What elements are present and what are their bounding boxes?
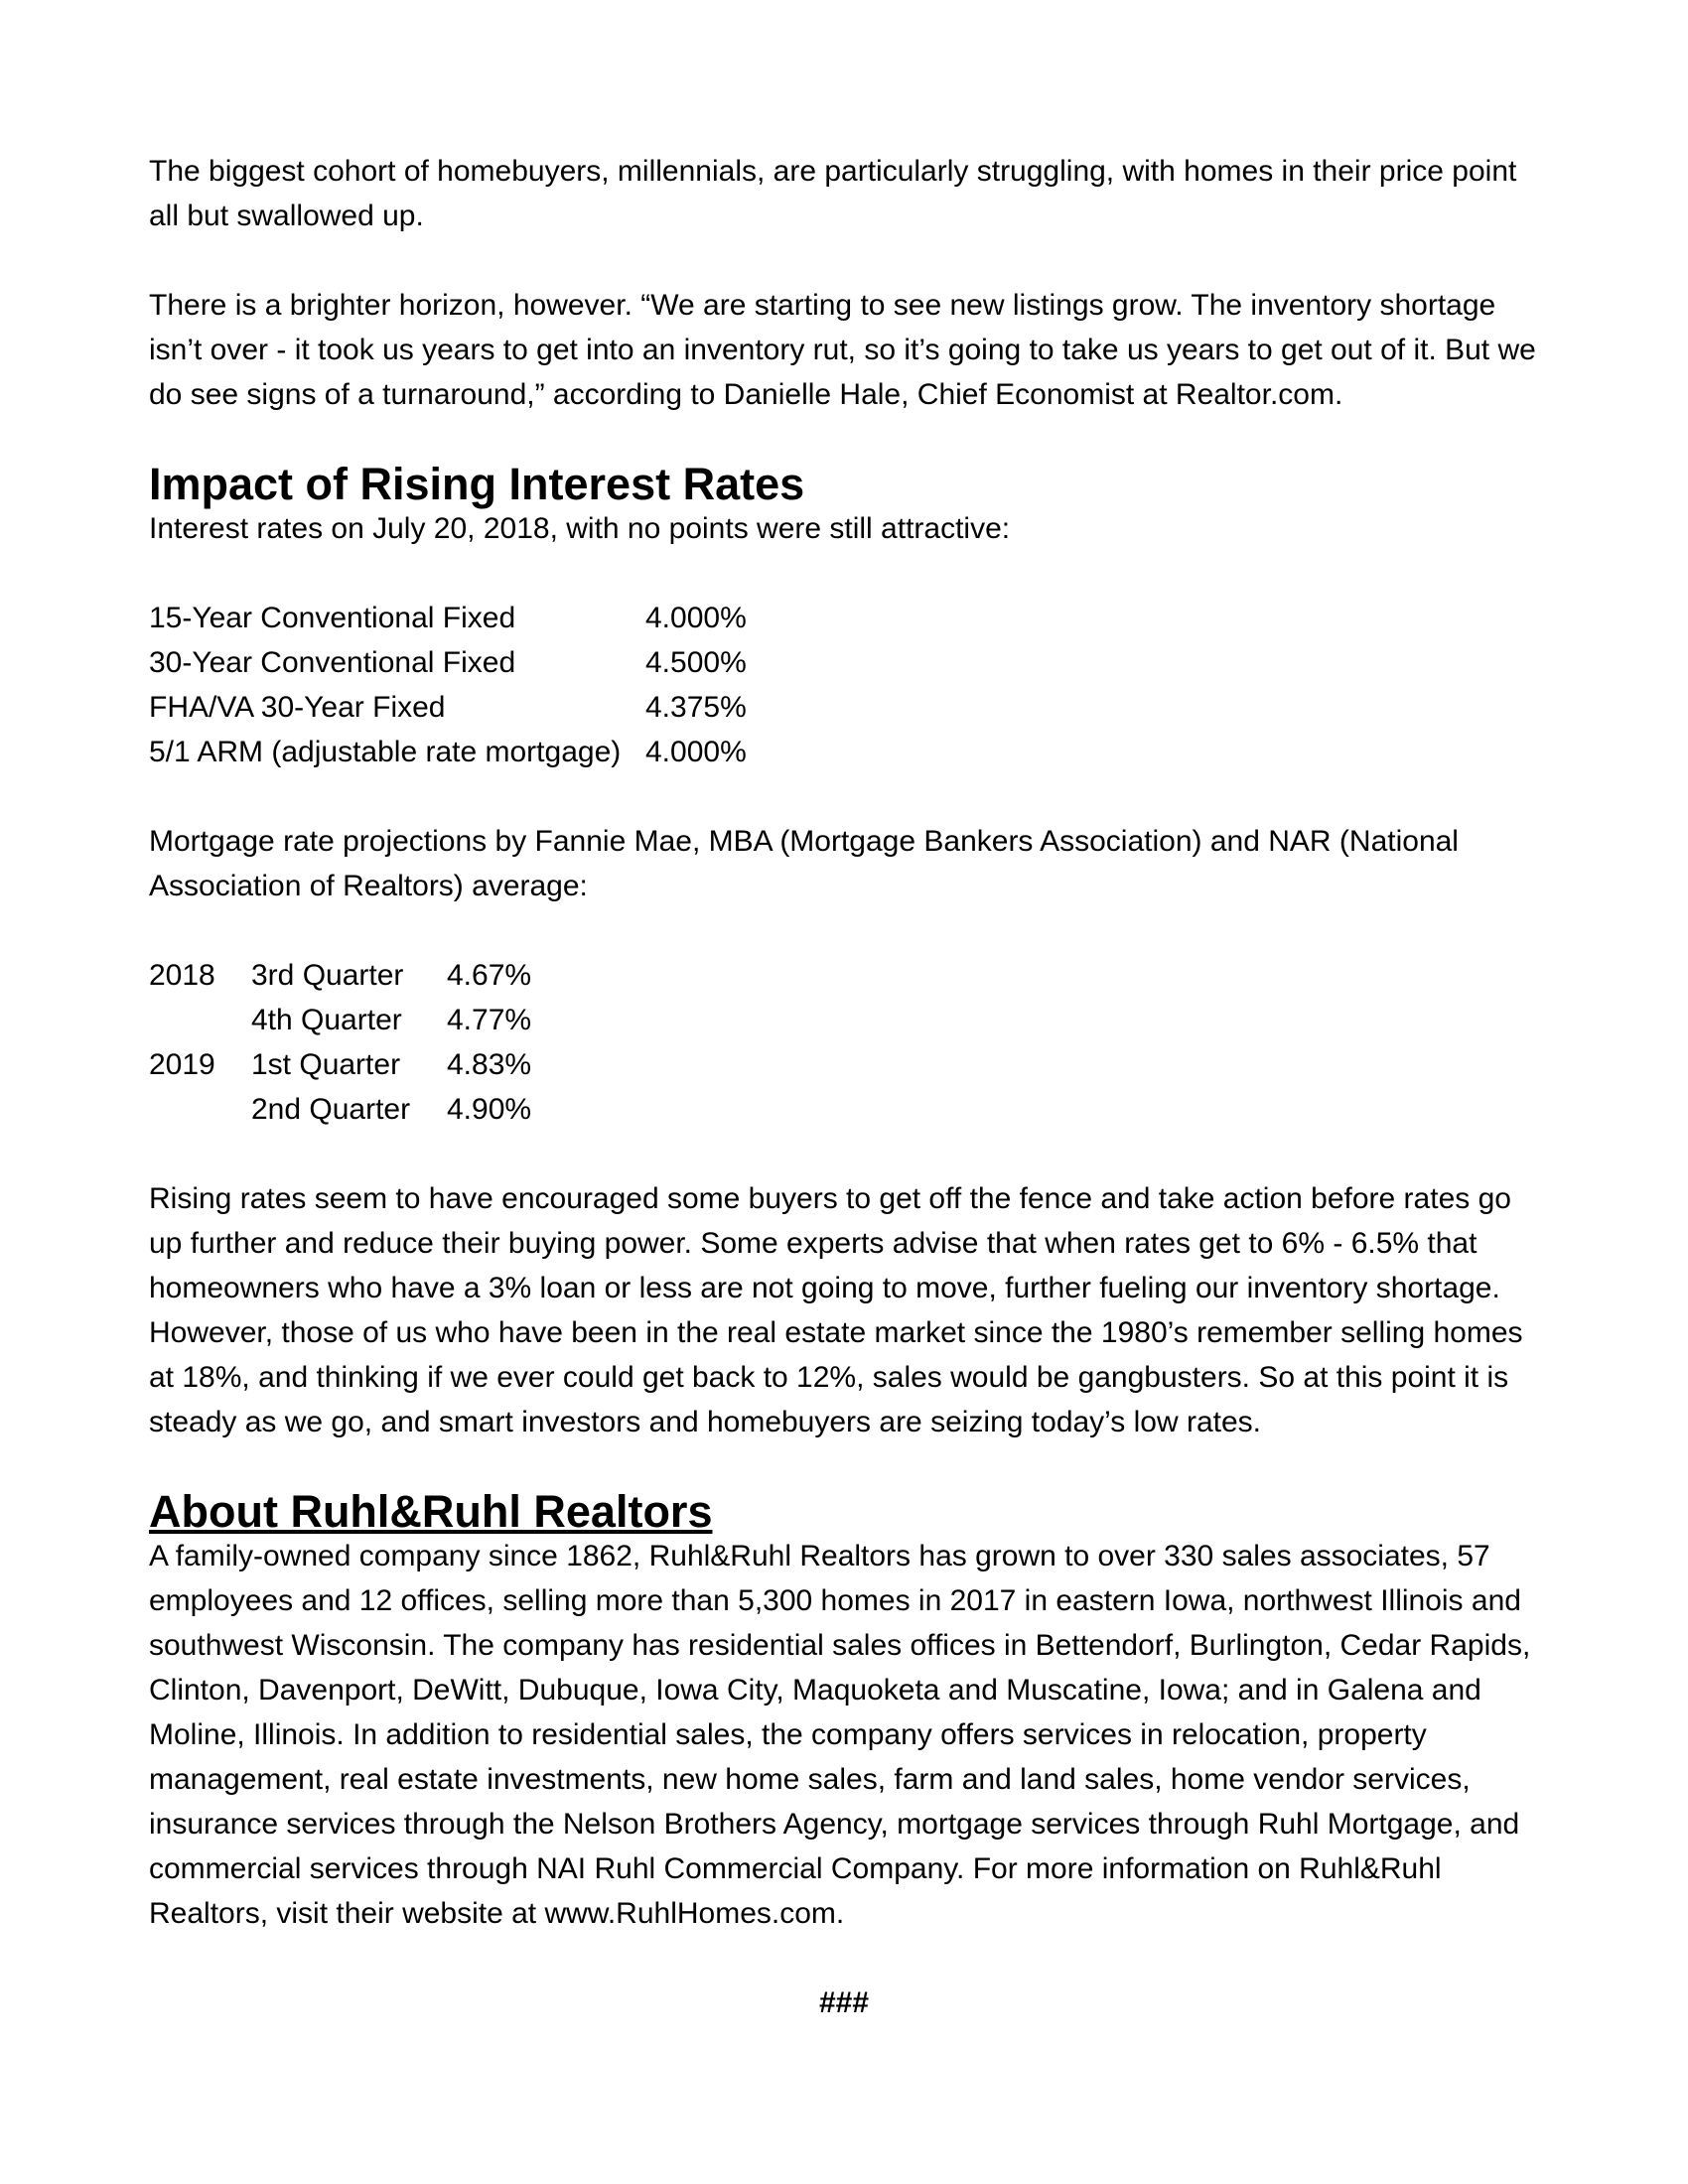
- section-interest-rates: [149, 459, 1539, 774]
- rate-value: 4.500%: [645, 646, 747, 679]
- projection-row: [149, 953, 1539, 998]
- projection-year: [149, 1087, 251, 1132]
- projection-value: 4.67%: [447, 959, 532, 992]
- about-body: A family-owned company since 1862, Ruhl&Ruhl Realtors has grown to over 330 sales associates, 57 employees and 12 offices, selling more than 5,300 homes in 2017 in eastern Iowa, northwest Illinois and southwest Wisconsin. The company has residential sales offices in Bettendorf, Burlington, Cedar Rapids, Clinton, Davenport, DeWitt, Dubuque, Iowa City, Maquoketa and Muscatine, Iowa; and in Galena and Moline, Illinois. In addition to residential sales, the company offers services in relocation, property management, real estate investments, new home sales, farm and land sales, home vendor services, insurance services through the Nelson Brothers Agency, mortgage services through Ruhl Mortgage, and commercial services through NAI Ruhl Commercial Company. For more information on Ruhl&Ruhl Realtors, visit their website at www.RuhlHomes.com.: [149, 1540, 1531, 1930]
- projection-quarter: 4th Quarter: [251, 1004, 402, 1036]
- paragraph-rising-rates: Rising rates seem to have encouraged some buyers to get off the fence and take action before rates go up further and reduce their buying power. Some experts advise that when rates get to 6% - 6.5% that homeowners who have a 3% loan or less are not going to move, further fueling our inventory shortage. However, those of us who have been in the real estate market since the 1980’s remember selling homes at 18%, and thinking if we ever could get back to 12%, sales would be gangbusters. So at this point it is steady as we go, and smart investors and homebuyers are seizing today’s low rates.: [149, 1182, 1523, 1438]
- projection-row: [149, 998, 1539, 1042]
- projections-intro: Mortgage rate projections by Fannie Mae, MBA (Mortgage Bankers Association) and NAR (National Association of Realtors) average:: [149, 825, 1459, 902]
- heading-impact-of-rising-interest-rates: Impact of Rising Interest Rates: [149, 459, 805, 509]
- rate-value: 4.000%: [645, 736, 747, 768]
- rate-value: 4.375%: [645, 691, 747, 724]
- rate-label: 30-Year Conventional Fixed: [149, 646, 516, 679]
- interest-rate-table: [149, 596, 1539, 774]
- projection-quarter: 1st Quarter: [251, 1048, 401, 1081]
- paragraph-brighter-horizon: There is a brighter horizon, however. “We are starting to see new listings grow. The inventory shortage isn’t over - it took us years to get into an inventory rut, so it’s going to take us years to get out of it. But we do see signs of a turnaround,” according to Danielle Hale, Chief Economist at Realtor.com.: [149, 289, 1536, 411]
- rate-label: 5/1 ARM (adjustable rate mortgage): [149, 736, 622, 768]
- projection-table: [149, 953, 1539, 1132]
- rate-value: 4.000%: [645, 602, 747, 634]
- rate-label: FHA/VA 30-Year Fixed: [149, 691, 446, 724]
- projection-value: 4.77%: [447, 1004, 532, 1036]
- projection-value: 4.83%: [447, 1048, 532, 1081]
- projection-quarter: 3rd Quarter: [251, 959, 404, 992]
- projection-year: 2018: [149, 959, 215, 992]
- projection-row: [149, 1087, 1539, 1132]
- projection-year: 2019: [149, 1048, 215, 1081]
- section-rate-projections: [149, 819, 1539, 1132]
- rate-label: 15-Year Conventional Fixed: [149, 602, 516, 634]
- end-mark: ###: [818, 1986, 870, 2019]
- rate-row: [149, 685, 1539, 730]
- rate-row: [149, 730, 1539, 774]
- projection-value: 4.90%: [447, 1093, 532, 1126]
- projection-quarter: 2nd Quarter: [251, 1093, 411, 1126]
- rate-row: [149, 596, 1539, 640]
- section-about-ruhl: [149, 1486, 1539, 1936]
- projection-row: [149, 1042, 1539, 1087]
- interest-rates-intro: Interest rates on July 20, 2018, with no points were still attractive:: [149, 512, 1011, 545]
- paragraph-millennials: The biggest cohort of homebuyers, millennials, are particularly struggling, with homes in their price point all but swallowed up.: [149, 155, 1517, 232]
- rate-row: [149, 640, 1539, 685]
- heading-about-ruhl-ruhl-realtors: About Ruhl&Ruhl Realtors: [149, 1486, 713, 1537]
- projection-year: [149, 998, 251, 1042]
